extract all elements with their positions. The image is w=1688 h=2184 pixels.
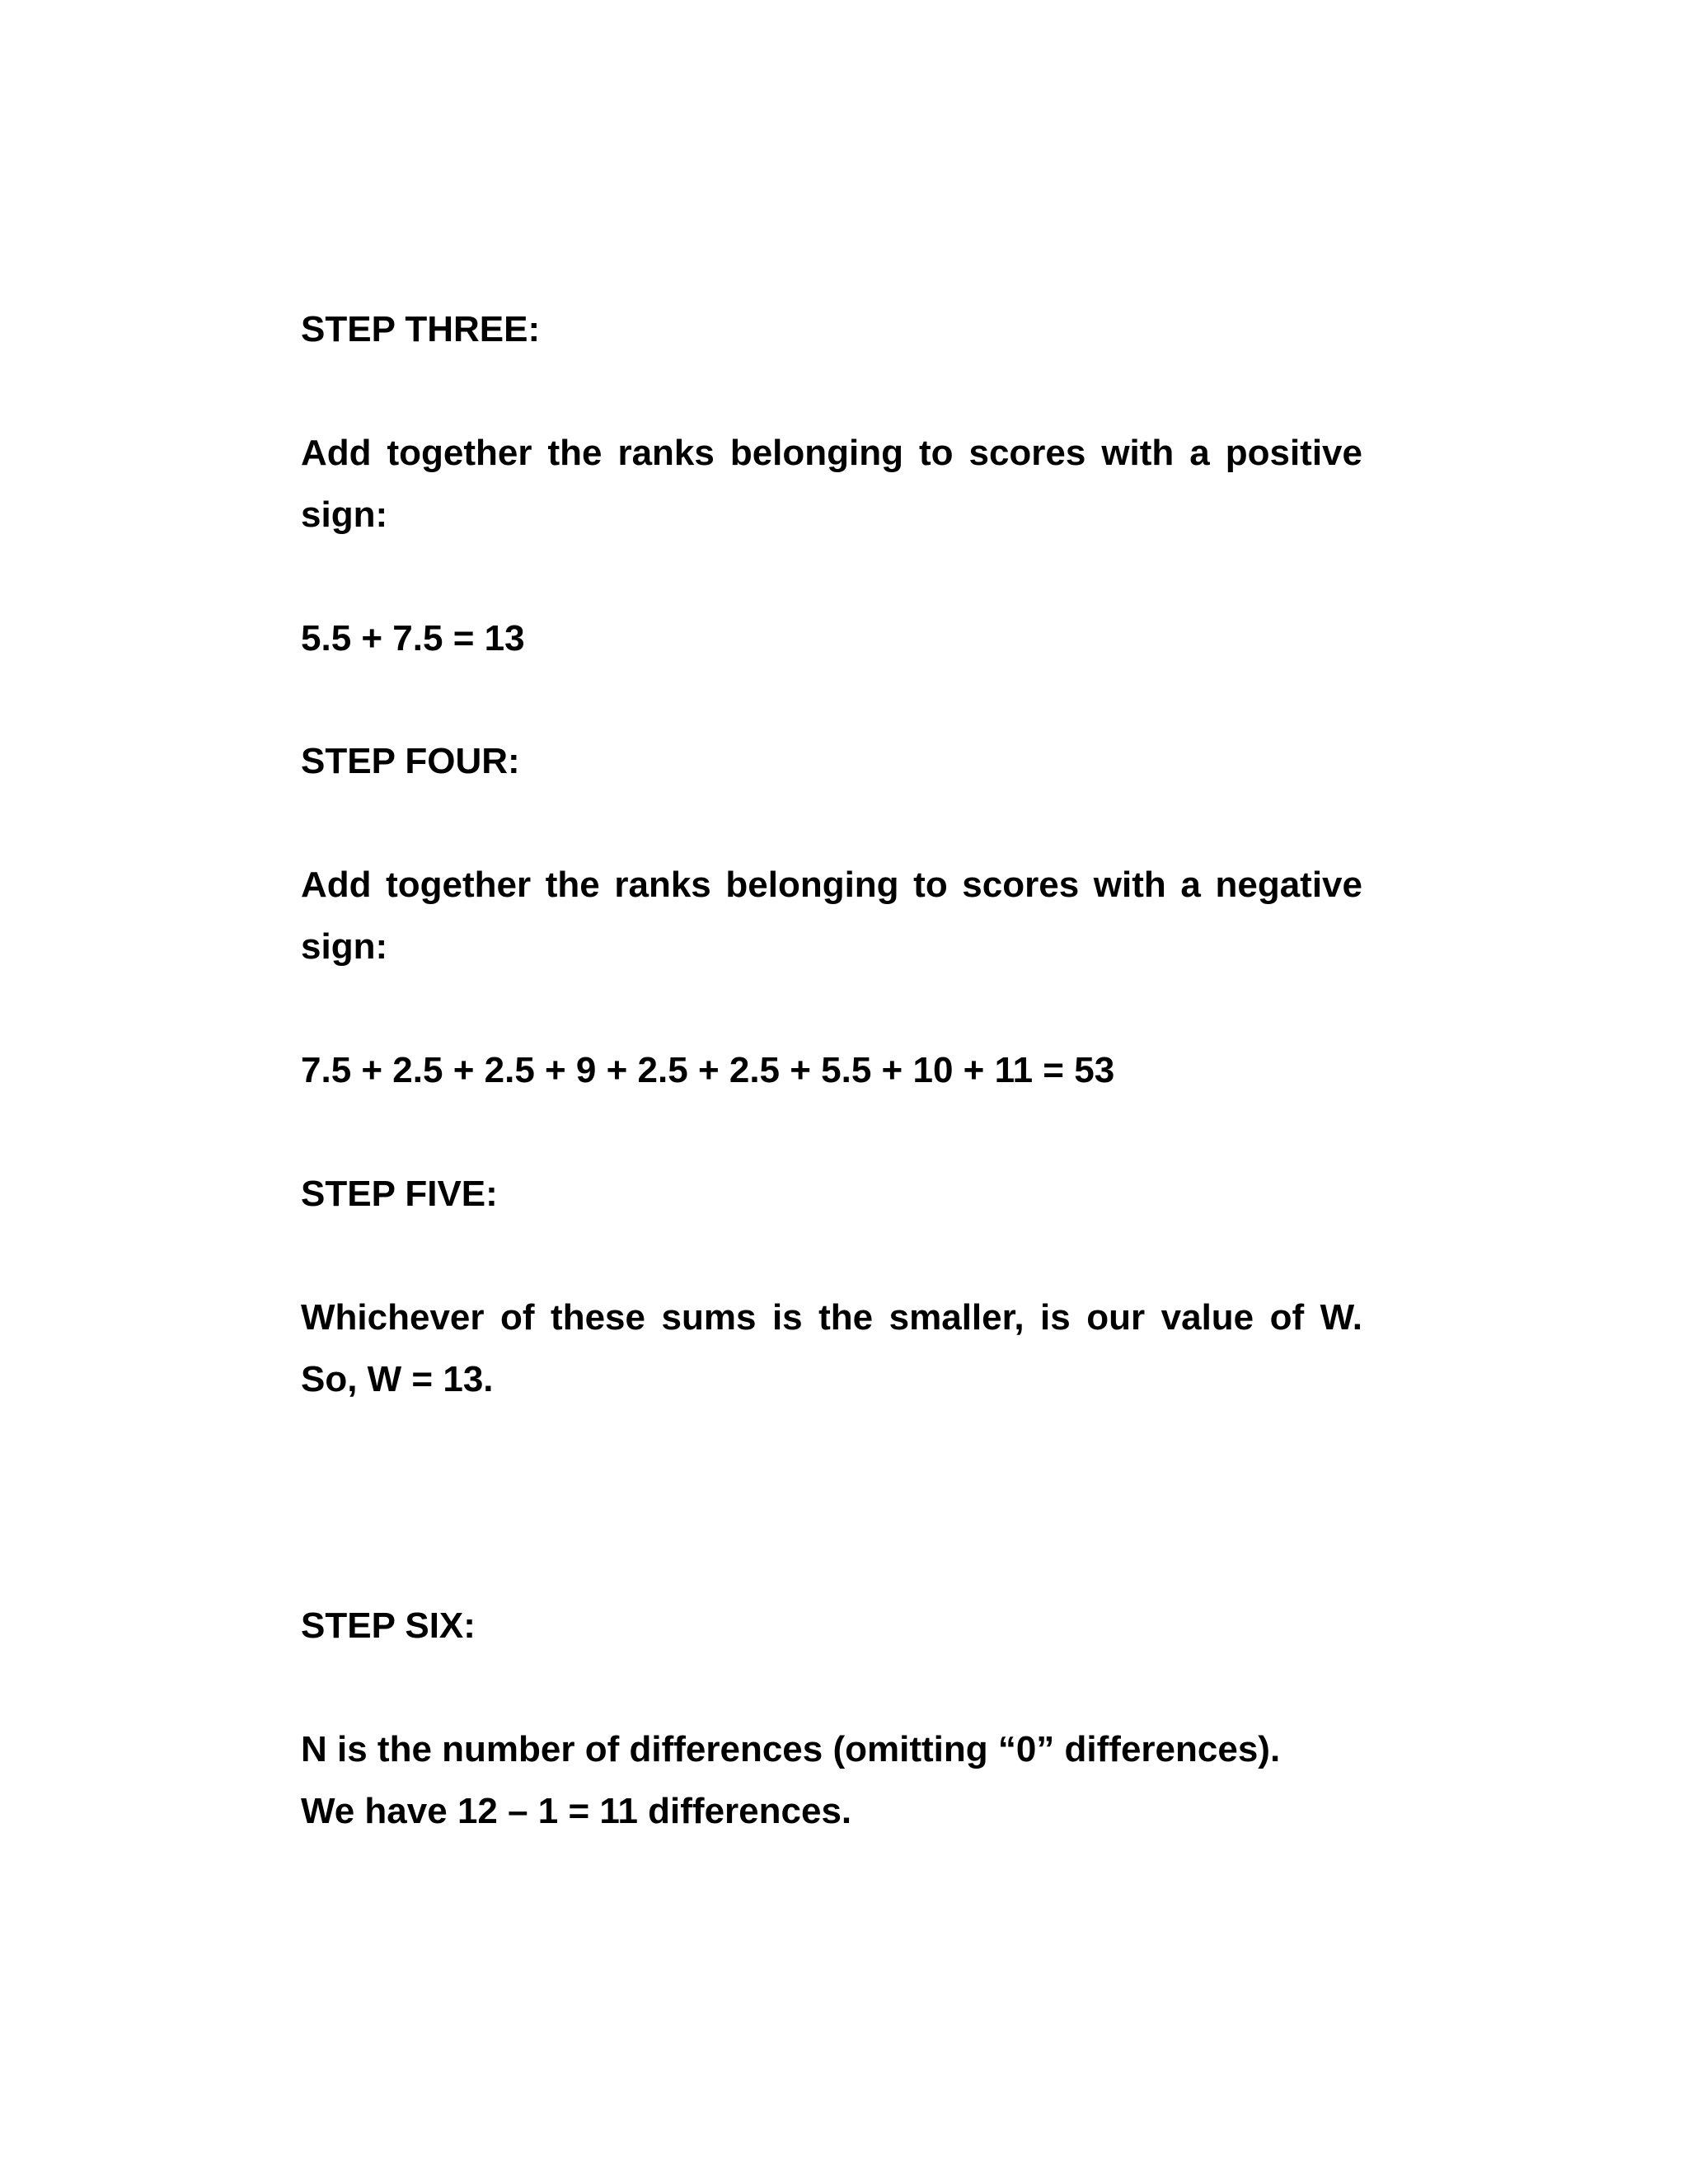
step-four-instruction-line1: Add together the ranks belonging to scores with a negative [301,865,1362,905]
step-four-heading: STEP FOUR: [301,741,520,781]
step-six-heading: STEP SIX: [301,1605,476,1646]
step-three-heading: STEP THREE: [301,309,541,349]
step-three-instruction-line2: sign: [301,494,388,535]
step-four-instruction-line2: sign: [301,926,388,967]
step-five-text-line2: So, W = 13. [301,1359,494,1399]
step-five-heading: STEP FIVE: [301,1174,498,1214]
step-six-text-line2: We have 12 – 1 = 11 differences. [301,1791,852,1831]
step-four-equation: 7.5 + 2.5 + 2.5 + 9 + 2.5 + 2.5 + 5.5 + 10 + 11 = 53 [301,1050,1115,1090]
step-six-text-line1: N is the number of differences (omitting “0” differences). [301,1729,1281,1769]
step-three-instruction-line1: Add together the ranks belonging to scores with a positive [301,433,1362,473]
step-five-text-line1: Whichever of these sums is the smaller, is our value of W. [301,1297,1362,1338]
step-three-equation: 5.5 + 7.5 = 13 [301,618,525,658]
